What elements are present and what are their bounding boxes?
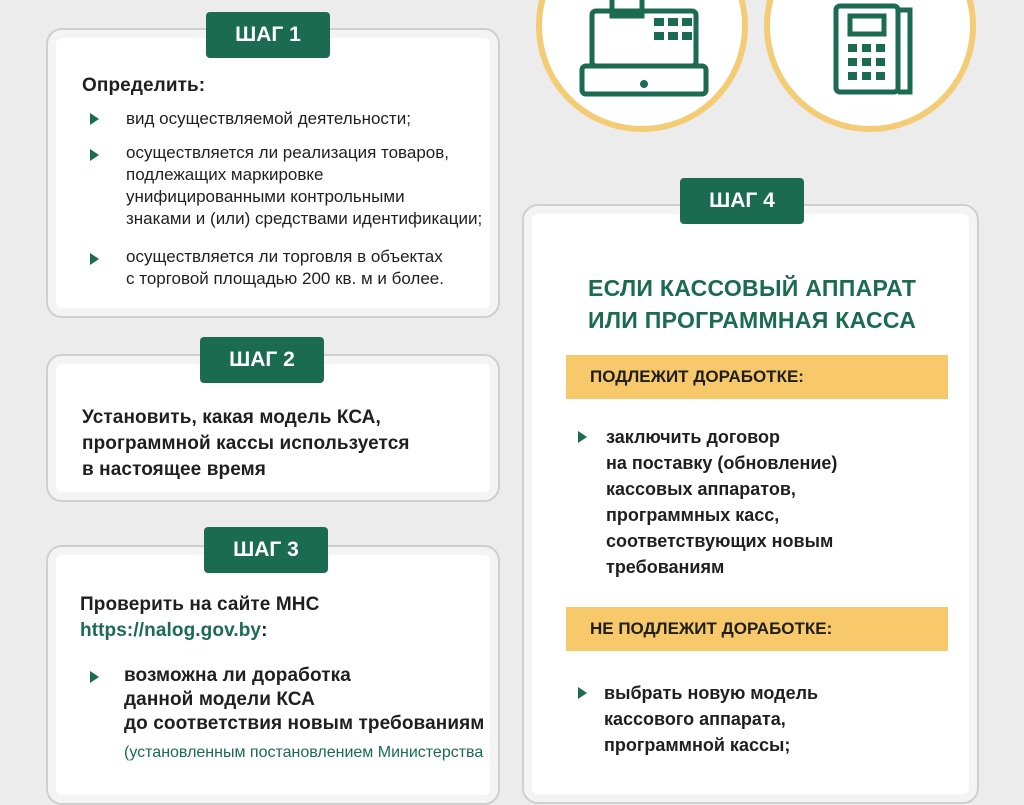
step1-title: Определить: — [82, 75, 206, 96]
step3-badge: ШАГ 3 — [204, 527, 328, 573]
arrow-icon — [90, 671, 99, 683]
step1-badge: ШАГ 1 — [206, 12, 330, 58]
payment-terminal-icon — [770, 0, 970, 126]
step1-item-1: вид осуществляемой деятельности; — [126, 109, 411, 128]
step3-colon: : — [261, 620, 268, 641]
step4-badge: ШАГ 4 — [680, 178, 804, 224]
mns-link[interactable]: https://nalog.gov.by — [80, 620, 262, 641]
step2-text: Установить, какая модель КСА, программной кассы используется в настоящее время — [82, 407, 410, 480]
cash-register-icon — [542, 0, 742, 126]
arrow-icon — [90, 149, 99, 161]
step3-note: (установленным постановлением Министерства — [124, 744, 484, 761]
arrow-icon — [90, 113, 99, 125]
step3-title — [80, 592, 319, 644]
step2-badge: ШАГ 2 — [200, 337, 324, 383]
cash-register-circle — [536, 0, 748, 132]
step1-item-3: осуществляется ли торговля в объектах с торговой площадью 200 кв. м и более. — [126, 247, 444, 288]
arrow-icon — [90, 253, 99, 265]
step4-title: ЕСЛИ КАССОВЫЙ АППАРАТ ИЛИ ПРОГРАММНАЯ КАССА — [588, 275, 917, 333]
arrow-icon — [578, 431, 587, 443]
step1-item-2: осуществляется ли реализация товаров, подлежащих маркировке унифицированными контрольными знаками и (или) средствами идентификации; — [126, 143, 483, 228]
step3-title-text: Проверить на сайте МНС — [80, 594, 320, 615]
step4-item-2: выбрать новую модель кассового аппарата, программной кассы; — [604, 683, 819, 755]
arrow-icon — [578, 687, 587, 699]
band-not-subject-to-upgrade: НЕ ПОДЛЕЖИТ ДОРАБОТКЕ: — [566, 607, 948, 651]
terminal-circle — [764, 0, 976, 132]
band-subject-to-upgrade: ПОДЛЕЖИТ ДОРАБОТКЕ: — [566, 355, 948, 399]
step3-item: возможна ли доработка данной модели КСА до соответствия новым требованиям — [124, 665, 485, 734]
step4-item-1: заключить договор на поставку (обновление) кассовых аппаратов, программных касс, соответствующих новым требованиям — [606, 427, 838, 577]
